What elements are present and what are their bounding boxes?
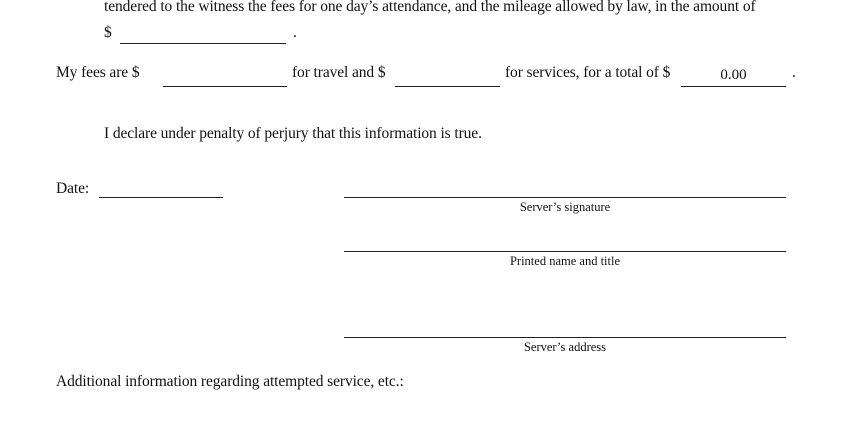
additional-info-label: Additional information regarding attempted service, etc.: xyxy=(56,373,404,390)
mileage-amount-field[interactable] xyxy=(120,43,286,44)
address-caption: Server’s address xyxy=(523,340,607,354)
period: . xyxy=(293,24,297,41)
total-fee-field[interactable]: 0.00 xyxy=(720,67,747,83)
address-field[interactable] xyxy=(344,337,786,338)
printed-name-field[interactable] xyxy=(344,251,786,252)
tendered-text: tendered to the witness the fees for one day’s attendance, and the mileage allowed by law, in the amount of xyxy=(104,0,756,15)
date-label: Date: xyxy=(56,180,90,197)
period: . xyxy=(792,64,796,81)
signature-caption: Server’s signature xyxy=(519,200,611,214)
dollar-sign: $ xyxy=(104,24,112,41)
date-field[interactable] xyxy=(99,197,223,198)
total-fee-underline xyxy=(681,86,786,87)
printed-name-caption: Printed name and title xyxy=(509,254,621,268)
for-travel-label: for travel and $ xyxy=(292,64,386,81)
signature-field[interactable] xyxy=(344,197,786,198)
travel-fee-field[interactable] xyxy=(163,86,287,87)
for-services-label: for services, for a total of $ xyxy=(505,64,671,81)
services-fee-field[interactable] xyxy=(395,86,500,87)
my-fees-label: My fees are $ xyxy=(56,64,140,81)
declaration-text: I declare under penalty of perjury that this information is true. xyxy=(104,125,482,142)
